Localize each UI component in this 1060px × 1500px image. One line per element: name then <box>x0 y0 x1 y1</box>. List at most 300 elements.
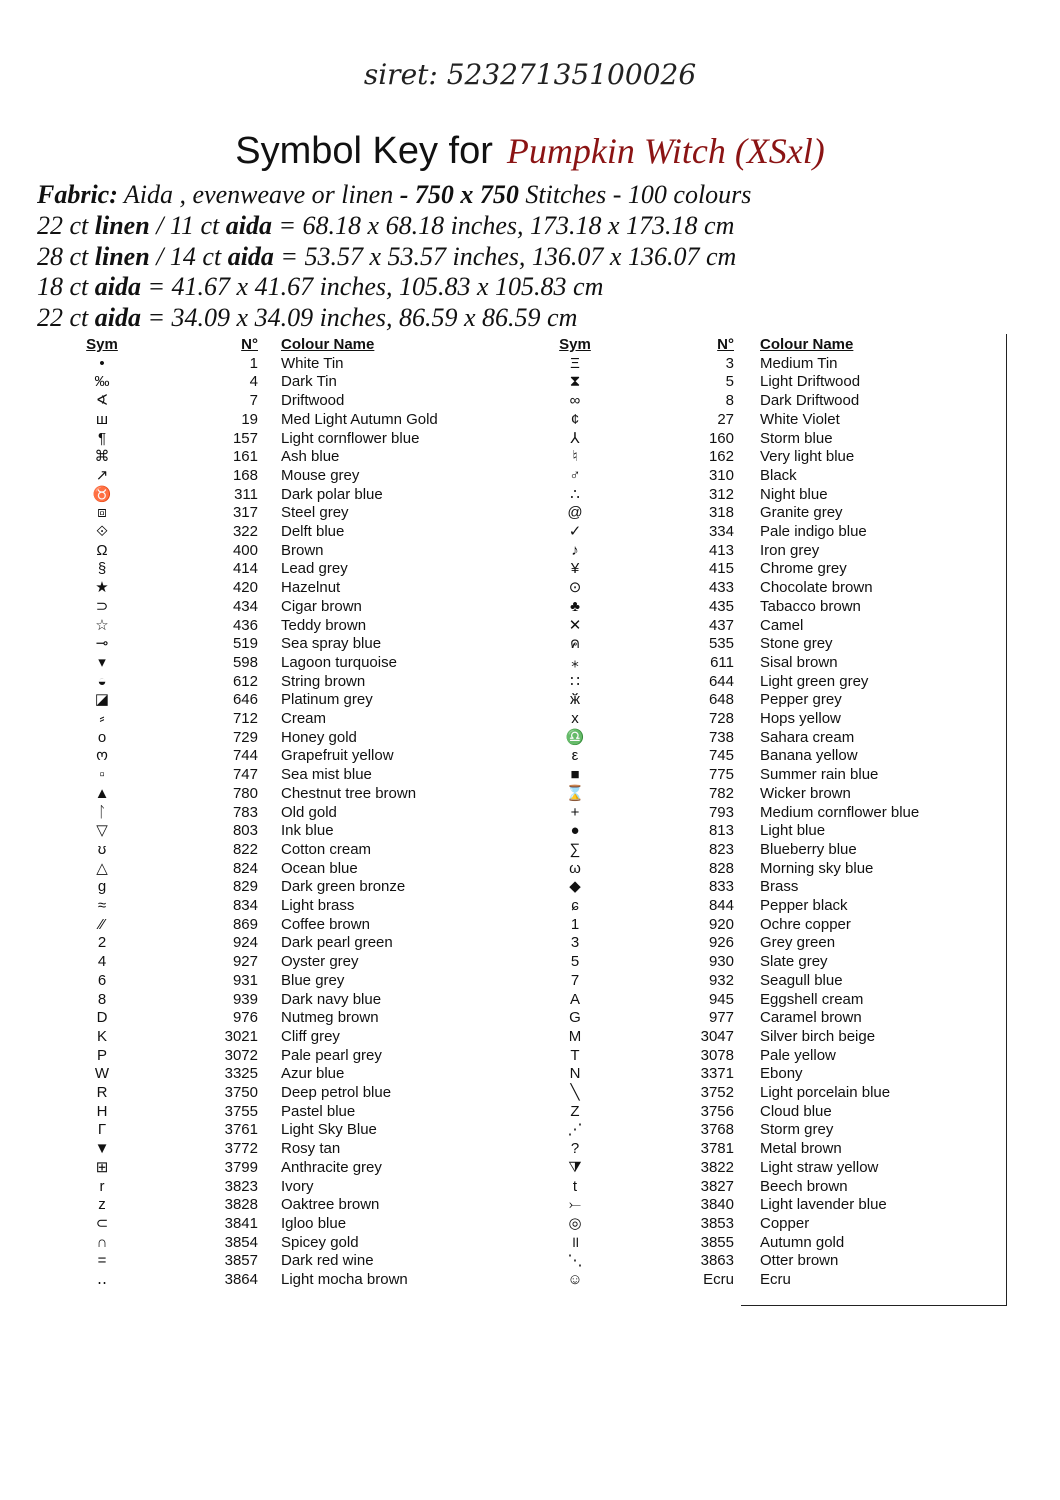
symbol: ค <box>569 635 581 653</box>
symbol: ⊞ <box>95 1158 109 1176</box>
symbol: ⁎ <box>571 653 579 671</box>
symbol: 6 <box>97 971 107 989</box>
colour-number: 976 <box>232 1009 258 1027</box>
colour-number: 927 <box>232 953 258 971</box>
colour-name: Honey gold <box>281 728 357 746</box>
colour-number: 3755 <box>224 1102 258 1120</box>
colour-name: Pale indigo blue <box>760 523 867 540</box>
colour-number: 334 <box>708 523 734 540</box>
table-row <box>0 804 1060 823</box>
size-line-22ct <box>37 211 1037 242</box>
colour-number: 436 <box>232 616 258 634</box>
symbol: ⋰ <box>567 1121 583 1139</box>
colour-number: 744 <box>232 747 258 765</box>
table-row <box>0 579 1060 598</box>
symbol: z <box>98 1196 106 1214</box>
colour-number: 745 <box>708 747 734 765</box>
symbol: ▫ <box>99 766 105 784</box>
table-row <box>0 654 1060 673</box>
symbol: ⌘ <box>94 448 110 466</box>
symbol: ∩ <box>96 1233 108 1251</box>
colour-name: Dark Tin <box>281 373 337 391</box>
size-bold: linen <box>94 210 150 240</box>
table-row <box>0 1234 1060 1253</box>
symbol: ¥ <box>570 560 580 578</box>
colour-number: 822 <box>232 840 258 858</box>
colour-number: 3371 <box>700 1065 734 1083</box>
colour-name: Grey green <box>760 934 836 952</box>
colour-number: Ecru <box>703 1271 734 1288</box>
colour-number: 3854 <box>224 1233 258 1251</box>
symbol: 7 <box>570 971 580 989</box>
colour-name: Grapefruit yellow <box>281 747 394 765</box>
colour-number: 869 <box>232 915 258 933</box>
colour-number: 612 <box>232 672 258 690</box>
header-colour-name: Colour Name <box>281 336 375 353</box>
symbol: ʊ <box>97 840 107 858</box>
colour-name: Spicey gold <box>281 1233 359 1251</box>
colour-name: Light mocha brown <box>281 1271 408 1288</box>
header-colour-name: Colour Name <box>760 336 854 353</box>
colour-number: 3325 <box>224 1065 258 1083</box>
colour-name: Cream <box>281 710 327 727</box>
colour-name: Sea spray blue <box>281 635 382 653</box>
colour-number: 3761 <box>224 1121 258 1139</box>
colour-name: Medium cornflower blue <box>760 803 920 821</box>
symbol: ⋱ <box>567 1252 583 1270</box>
colour-name: Chrome grey <box>760 560 847 578</box>
symbol: ш <box>95 410 109 428</box>
colour-name: Beech brown <box>760 1177 848 1195</box>
colour-name: Dark polar blue <box>281 485 383 503</box>
colour-name: Light Driftwood <box>760 373 861 391</box>
table-row <box>0 392 1060 411</box>
colour-name: Storm blue <box>760 429 833 447</box>
colour-name: Wicker brown <box>760 784 851 802</box>
colour-number: 400 <box>232 541 258 559</box>
symbol: ⊙ <box>568 579 582 597</box>
symbol: Γ <box>97 1121 107 1139</box>
symbol: ӂ <box>569 691 581 709</box>
symbol: ¢ <box>570 410 580 428</box>
colour-name: Brown <box>281 541 324 559</box>
symbol: N <box>569 1065 581 1083</box>
symbol: 8 <box>97 990 107 1008</box>
colour-name: Pepper black <box>760 897 848 914</box>
colour-number: 939 <box>232 990 258 1008</box>
symbol: M <box>568 1027 582 1045</box>
table-row <box>0 1271 1060 1290</box>
colour-number: 3841 <box>224 1214 258 1232</box>
colour-number: 420 <box>232 579 258 597</box>
colour-name: Blue grey <box>281 971 345 989</box>
colour-number: 7 <box>249 392 258 410</box>
colour-number: 833 <box>708 878 734 896</box>
colour-name: Storm grey <box>760 1121 834 1139</box>
colour-number: 414 <box>232 560 258 578</box>
table-row <box>0 916 1060 935</box>
colour-number: 435 <box>708 597 734 615</box>
symbol: P <box>96 1046 107 1064</box>
colour-name: Eggshell cream <box>760 990 864 1008</box>
table-row <box>0 523 1060 542</box>
table-row <box>0 617 1060 636</box>
symbol: K <box>96 1027 107 1045</box>
colour-number: 3078 <box>700 1046 734 1064</box>
colour-number: 3768 <box>700 1121 734 1139</box>
symbol: ♎ <box>565 728 585 746</box>
colour-name: Ebony <box>760 1065 803 1083</box>
colour-name: Hops yellow <box>760 710 841 727</box>
symbol: 2 <box>97 934 107 952</box>
table-row <box>0 1252 1060 1271</box>
symbol: ⊂ <box>95 1214 109 1232</box>
colour-number: 747 <box>232 766 258 784</box>
colour-number: 3752 <box>700 1084 734 1101</box>
table-row <box>0 355 1060 374</box>
colour-number: 311 <box>234 485 258 503</box>
table-row <box>0 448 1060 467</box>
colour-number: 920 <box>708 915 734 933</box>
colour-name: Chocolate brown <box>760 579 873 597</box>
symbol: § <box>97 560 107 578</box>
table-row <box>0 467 1060 486</box>
symbol: ♣ <box>570 597 580 615</box>
symbol: ✓ <box>568 523 582 540</box>
table-row <box>0 991 1060 1010</box>
table-row <box>0 1140 1060 1159</box>
colour-number: 161 <box>232 448 258 466</box>
symbol: ω <box>569 859 581 877</box>
colour-name: Lagoon turquoise <box>281 653 397 671</box>
size-text: 18 ct <box>37 272 95 302</box>
colour-name: Summer rain blue <box>760 766 879 784</box>
colour-name: Deep petrol blue <box>281 1084 392 1101</box>
symbol: ⊃ <box>95 597 109 615</box>
colour-name: Med Light Autumn Gold <box>281 410 438 428</box>
colour-number: 310 <box>708 466 734 484</box>
colour-number: 932 <box>708 971 734 989</box>
symbol: ■ <box>570 766 580 784</box>
symbol: r <box>99 1177 105 1195</box>
symbol: ∢ <box>95 392 109 410</box>
symbol: 4 <box>97 953 107 971</box>
colour-name: Platinum grey <box>281 691 373 709</box>
colour-number: 712 <box>232 710 258 727</box>
colour-number: 775 <box>708 766 734 784</box>
colour-name: Camel <box>760 616 804 634</box>
symbol: ♪ <box>571 541 579 559</box>
title-main: Symbol Key for <box>235 130 493 172</box>
colour-number: 644 <box>708 672 734 690</box>
colour-number: 5 <box>725 373 734 391</box>
colour-number: 648 <box>708 691 734 709</box>
symbol: ɕ <box>571 897 579 914</box>
colour-number: 317 <box>232 504 258 522</box>
size-line-28ct <box>37 242 1037 273</box>
colour-number: 160 <box>708 429 734 447</box>
colour-name: Metal brown <box>760 1140 842 1158</box>
colour-name: Iron grey <box>760 541 820 559</box>
colour-name: Steel grey <box>281 504 349 522</box>
colour-number: 3781 <box>700 1140 734 1158</box>
colour-name: Morning sky blue <box>760 859 874 877</box>
table-row <box>0 598 1060 617</box>
symbol: ▼ <box>94 1140 110 1158</box>
colour-name: Light porcelain blue <box>760 1084 891 1101</box>
fabric-line <box>37 180 1037 211</box>
colour-number: 437 <box>708 616 734 634</box>
symbol: D <box>96 1009 108 1027</box>
colour-number: 793 <box>708 803 734 821</box>
colour-number: 3855 <box>700 1233 734 1251</box>
colour-name: Black <box>760 466 797 484</box>
colour-name: Cotton cream <box>281 840 372 858</box>
stitch-size: 750 x 750 <box>414 180 519 209</box>
colour-number: 322 <box>232 523 258 540</box>
table-row <box>0 785 1060 804</box>
table-row <box>0 878 1060 897</box>
table-row <box>0 710 1060 729</box>
size-bold: aida <box>225 210 272 240</box>
colour-name: Anthracite grey <box>281 1158 382 1176</box>
colour-name: Teddy brown <box>281 616 367 634</box>
colour-name: Night blue <box>760 485 828 503</box>
symbol: G <box>569 1009 581 1027</box>
bottom-border-line <box>741 1305 1007 1306</box>
colour-name: Hazelnut <box>281 579 341 597</box>
colour-name: Mouse grey <box>281 466 360 484</box>
colour-name: Silver birch beige <box>760 1027 876 1045</box>
colour-name: Pale pearl grey <box>281 1046 382 1064</box>
size-bold: aida <box>94 272 141 302</box>
table-row <box>0 1009 1060 1028</box>
symbol: ? <box>570 1140 580 1158</box>
colour-name: Light green grey <box>760 672 869 690</box>
symbol: ∴ <box>570 485 580 503</box>
symbol: ო <box>96 747 108 765</box>
symbol: = <box>97 1252 107 1270</box>
colour-name: Light blue <box>760 822 826 840</box>
colour-number: 834 <box>232 897 258 914</box>
colour-name: Delft blue <box>281 523 345 540</box>
colour-number: 803 <box>232 822 258 840</box>
colour-number: 783 <box>232 803 258 821</box>
table-row <box>0 841 1060 860</box>
colour-name: Pepper grey <box>760 691 842 709</box>
colour-number: 3857 <box>224 1252 258 1270</box>
colour-name: Light Sky Blue <box>281 1121 377 1139</box>
size-text: 28 ct <box>37 241 95 271</box>
symbol: H <box>96 1102 108 1120</box>
size-bold: aida <box>227 241 274 271</box>
colour-name: Very light blue <box>760 448 855 466</box>
colour-name: Tabacco brown <box>760 597 861 615</box>
right-border-line <box>1006 334 1007 1306</box>
colour-number: 3072 <box>224 1046 258 1064</box>
symbol: ★ <box>95 579 109 597</box>
symbol: ‥ <box>96 1271 107 1288</box>
table-row <box>0 972 1060 991</box>
size-text: = 34.09 x 34.09 inches, 86.59 x 86.59 cm <box>141 303 578 333</box>
colour-name: Cigar brown <box>281 597 362 615</box>
colour-name: Autumn gold <box>760 1233 845 1251</box>
symbol: ⸗ <box>99 710 105 727</box>
symbol: ‰ <box>94 373 110 391</box>
colour-name: Chestnut tree brown <box>281 784 417 802</box>
table-row <box>0 411 1060 430</box>
table-row <box>0 635 1060 654</box>
colour-name: Light cornflower blue <box>281 429 420 447</box>
colour-number: 162 <box>708 448 734 466</box>
symbol: ◒ <box>97 672 107 690</box>
symbol: ▽ <box>96 822 108 840</box>
table-row <box>0 1084 1060 1103</box>
colour-name: Ochre copper <box>760 915 851 933</box>
colour-number: 3827 <box>700 1177 734 1195</box>
colour-number: 3864 <box>224 1271 258 1288</box>
colour-number: 434 <box>232 597 258 615</box>
symbol: R <box>96 1084 108 1101</box>
symbol: t <box>572 1177 578 1195</box>
colour-name: Slate grey <box>760 953 828 971</box>
symbol: Ω <box>96 541 108 559</box>
colour-number: 930 <box>708 953 734 971</box>
header-sym: Sym <box>559 336 591 353</box>
colour-name: Nutmeg brown <box>281 1009 379 1027</box>
colour-number: 413 <box>708 541 734 559</box>
table-row <box>0 860 1060 879</box>
table-row <box>0 1028 1060 1047</box>
symbol: ¶ <box>97 429 107 447</box>
symbol: ∷ <box>570 672 580 690</box>
colour-name: Dark Driftwood <box>760 392 860 410</box>
colour-number: 780 <box>232 784 258 802</box>
symbol: ᛚ <box>97 803 107 821</box>
table-row <box>0 673 1060 692</box>
table-row <box>0 1178 1060 1197</box>
symbol: ● <box>570 822 580 840</box>
colour-number: 4 <box>249 373 258 391</box>
table-row <box>0 373 1060 392</box>
colour-name: String brown <box>281 672 366 690</box>
colour-number: 27 <box>717 410 734 428</box>
colour-name: Ivory <box>281 1177 314 1195</box>
colour-number: 945 <box>708 990 734 1008</box>
colour-number: 312 <box>708 485 734 503</box>
symbol: ↗ <box>95 466 109 484</box>
colour-name: Lead grey <box>281 560 348 578</box>
size-text: / 14 ct <box>149 241 228 271</box>
size-text: = 41.67 x 41.67 inches, 105.83 x 105.83 cm <box>141 272 604 302</box>
fabric-dash: - <box>399 180 415 209</box>
size-text: = 68.18 x 68.18 inches, 173.18 x 173.18 cm <box>271 210 735 240</box>
table-row <box>0 1196 1060 1215</box>
colour-name: Oaktree brown <box>281 1196 380 1214</box>
colour-number: 8 <box>725 392 734 410</box>
colour-number: 415 <box>708 560 734 578</box>
colour-name: White Tin <box>281 354 344 372</box>
colour-number: 926 <box>708 934 734 952</box>
symbol: Ξ <box>570 354 580 372</box>
size-line-18ct <box>37 272 1037 303</box>
symbol: ◎ <box>568 1214 582 1232</box>
colour-name: Sea mist blue <box>281 766 372 784</box>
fabric-label: Fabric: <box>37 180 118 209</box>
symbol: ε <box>571 747 579 765</box>
colour-number: 3756 <box>700 1102 734 1120</box>
colour-number: 3772 <box>224 1140 258 1158</box>
table-row <box>0 1159 1060 1178</box>
header-sym: Sym <box>86 336 118 353</box>
table-row <box>0 560 1060 579</box>
symbol: ∞ <box>569 392 581 410</box>
symbol: ⧈ <box>97 504 107 522</box>
header-number: N° <box>241 336 258 353</box>
symbol: ⟐ <box>96 523 108 540</box>
symbol: @ <box>567 504 583 522</box>
symbol: W <box>94 1065 110 1083</box>
colour-number: 729 <box>232 728 258 746</box>
symbol: ♉ <box>92 485 112 503</box>
size-text: 22 ct <box>37 303 95 333</box>
table-row <box>0 822 1060 841</box>
colour-name: Dark navy blue <box>281 990 382 1008</box>
colour-number: 3822 <box>700 1158 734 1176</box>
colour-number: 3840 <box>700 1196 734 1214</box>
colour-name: Ocean blue <box>281 859 358 877</box>
symbol: ☺ <box>567 1271 583 1288</box>
table-row <box>0 766 1060 785</box>
colour-name: Pastel blue <box>281 1102 356 1120</box>
stitch-rest: Stitches - 100 colours <box>518 180 752 209</box>
colour-number: 3828 <box>224 1196 258 1214</box>
colour-number: 829 <box>232 878 258 896</box>
header-number: N° <box>717 336 734 353</box>
colour-name: Otter brown <box>760 1252 839 1270</box>
table-row <box>0 504 1060 523</box>
table-row <box>0 934 1060 953</box>
symbol: Z <box>570 1102 580 1120</box>
colour-name: Sisal brown <box>760 653 838 671</box>
colour-number: 3021 <box>224 1027 258 1045</box>
table-header <box>0 336 1060 355</box>
symbol: 5 <box>570 953 580 971</box>
colour-number: 823 <box>708 840 734 858</box>
size-bold: aida <box>94 303 141 333</box>
colour-number: 611 <box>710 653 734 671</box>
colour-name: Ink blue <box>281 822 334 840</box>
symbol: ॥ <box>570 1233 580 1251</box>
colour-number: 844 <box>708 897 734 914</box>
symbol: T <box>570 1046 580 1064</box>
size-text: = 53.57 x 53.57 inches, 136.07 x 136.07 cm <box>273 241 737 271</box>
table-row <box>0 542 1060 561</box>
table-row <box>0 486 1060 505</box>
table-row <box>0 1065 1060 1084</box>
colour-number: 19 <box>241 410 258 428</box>
colour-name: Oyster grey <box>281 953 359 971</box>
colour-number: 738 <box>708 728 734 746</box>
colour-number: 598 <box>232 653 258 671</box>
symbol: 3 <box>570 934 580 952</box>
colour-name: Dark green bronze <box>281 878 406 896</box>
table-row <box>0 897 1060 916</box>
symbol: ◪ <box>94 691 110 709</box>
table-row <box>0 1047 1060 1066</box>
colour-name: Driftwood <box>281 392 345 410</box>
symbol: ⧗ <box>569 373 581 391</box>
